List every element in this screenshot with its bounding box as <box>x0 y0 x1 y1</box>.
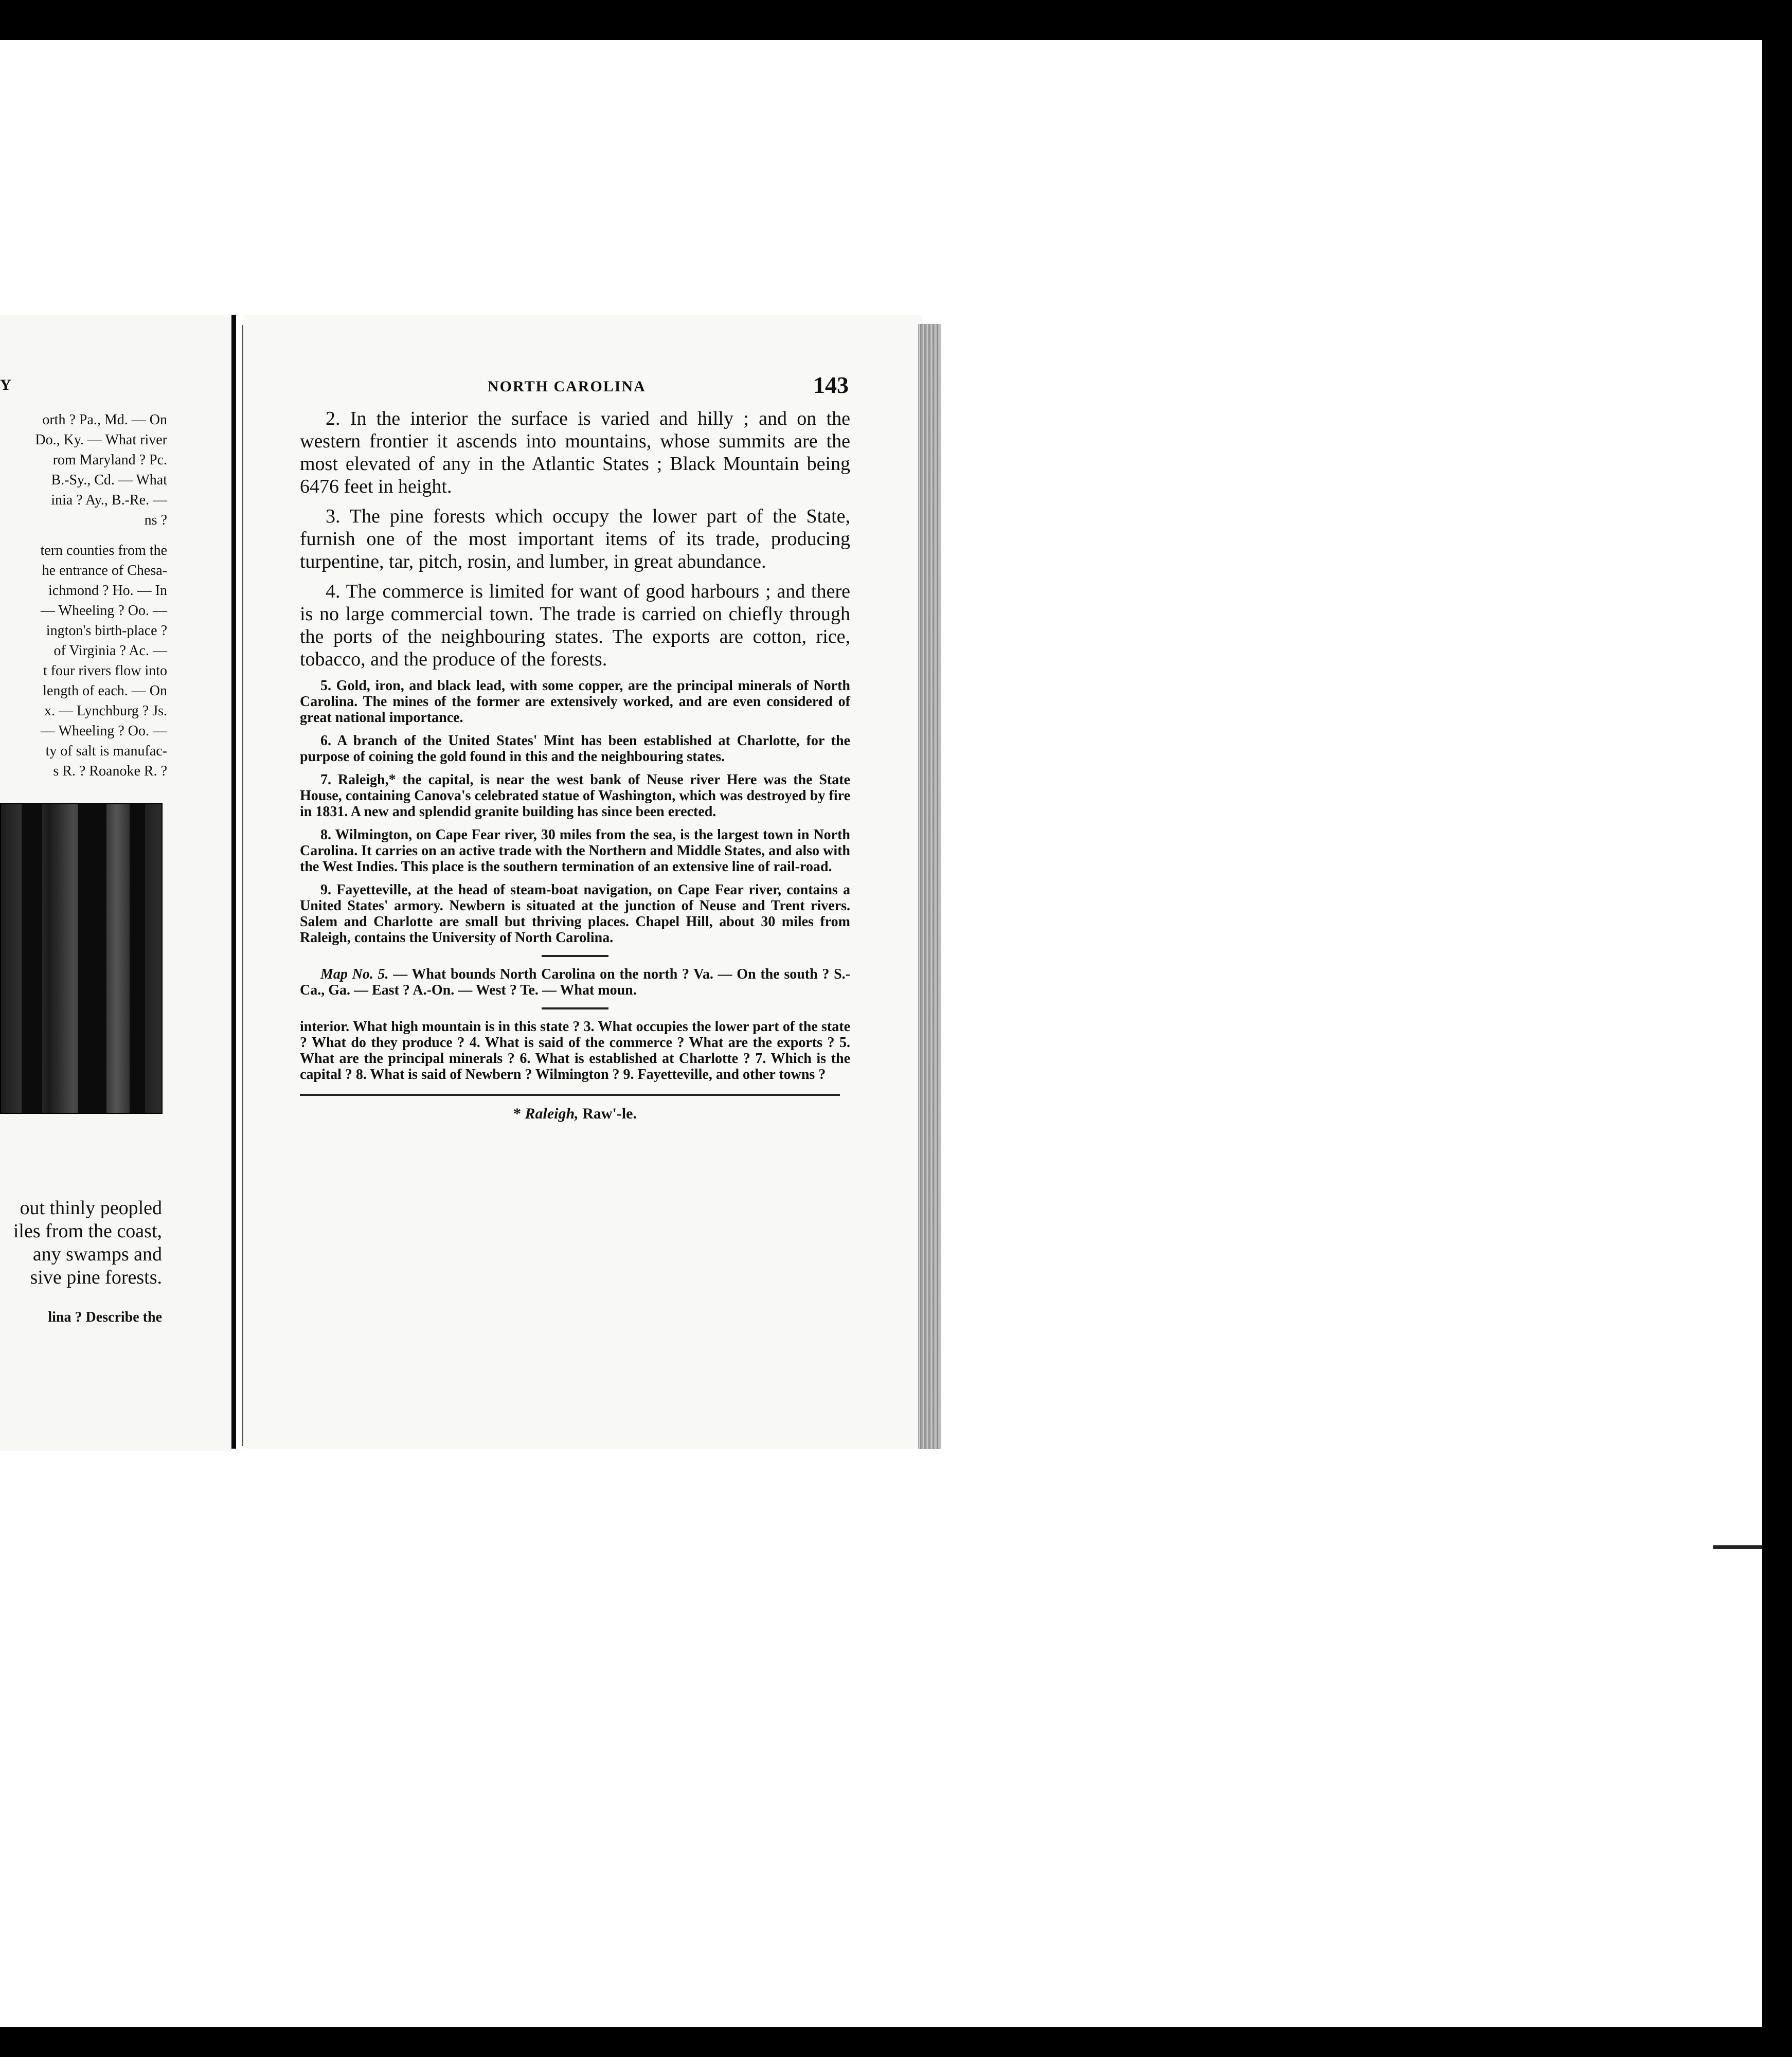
left-question-line: B.-Sy., Cd. — What <box>51 472 167 488</box>
paragraph-9: 9. Fayetteville, at the head of steam-boat navigation, on Cape Fear river, contains a United States' armory. Newbern is situated at the junction of Neuse and Trent rivers. Salem and Charlotte are small but thriving places. Chapel Hill, about 30 miles from Raleigh, contains the University of North Carolina. <box>300 882 850 946</box>
left-question-line: ty of salt is manufac- <box>45 743 167 759</box>
scan-border-bottom <box>0 2027 1792 2057</box>
left-question-line: ington's birth-place ? <box>46 623 167 639</box>
page-number: 143 <box>813 372 849 398</box>
map-question-label: Map No. 5. <box>320 966 389 982</box>
page-body <box>300 407 850 1123</box>
left-text-line: sive pine forests. <box>30 1267 162 1288</box>
gutter-line <box>242 325 243 1446</box>
section-divider <box>542 955 608 957</box>
left-question-line: s R. ? Roanoke R. ? <box>53 763 167 779</box>
paragraph-8: 8. Wilmington, on Cape Fear river, 30 miles from the sea, is the largest town in North Carolina. It carries on an active trade with the Northern and Middle States, and also with the West Indies. This place is the southern termination of an extensive line of rail-road. <box>300 827 850 875</box>
review-questions: interior. What high mountain is in this state ? 3. What occupies the lower part of the state ? What do they produce ? 4. What is said of the commerce ? What are the exports ? 5. What are the principal minerals ? 6. What is established at Charlotte ? 7. Which is the capital ? 8. What is said of Newbern ? Wilmington ? 9. Fayetteville, and other towns ? <box>300 1019 850 1082</box>
left-question-line: ns ? <box>144 512 167 528</box>
left-question-line: lina ? Describe the <box>48 1309 162 1325</box>
forest-engraving-image <box>0 803 163 1114</box>
scan-artifact-mark <box>1713 1545 1762 1549</box>
left-question-line: orth ? Pa., Md. — On <box>42 412 167 428</box>
left-question-line: length of each. — On <box>43 683 167 699</box>
footnote-term: Raleigh, <box>525 1105 579 1122</box>
left-question-line: Do., Ky. — What river <box>35 432 167 448</box>
page-stack-edge <box>918 324 941 1449</box>
paragraph-4: 4. The commerce is limited for want of good harbours ; and there is no large commercial town. The trade is carried on chiefly through the ports of the neighbouring states. The exports are cotton, rice, tobacco, and the produce of the forests. <box>300 581 850 670</box>
left-question-line: — Wheeling ? Oo. — <box>41 603 167 619</box>
map-question-text: — What bounds North Carolina on the north ? Va. — On the south ? S.-Ca., Ga. — East ? A.-On. — West ? Te. — What moun. <box>300 966 850 998</box>
left-page <box>0 315 231 1451</box>
right-page <box>243 315 922 1449</box>
map-question <box>300 966 850 998</box>
tree-trunk <box>22 804 42 1113</box>
paragraph-7: 7. Raleigh,* the capital, is near the west bank of Neuse river Here was the State House, containing Canova's celebrated statue of Washington, which was destroyed by fire in 1831. A new and splendid granite building has since been erected. <box>300 772 850 820</box>
paragraph-2: 2. In the interior the surface is varied and hilly ; and on the western frontier it ascends into mountains, whose summits are the most elevated of any in the Atlantic States ; Black Mountain being 6476 feet in height. <box>300 408 850 497</box>
scan-border-right <box>1762 0 1792 2057</box>
paragraph-6: 6. A branch of the United States' Mint has been established at Charlotte, for the purpose of coining the gold found in this and the neighbouring states. <box>300 733 850 765</box>
left-running-head-fragment: Y <box>0 376 11 393</box>
running-head: NORTH CAROLINA <box>488 378 646 395</box>
left-question-line: inia ? Ay., B.-Re. — <box>51 492 167 508</box>
left-question-line: of Virginia ? Ac. — <box>53 643 167 659</box>
left-question-line: rom Maryland ? Pc. <box>52 452 167 468</box>
left-question-line: tern counties from the <box>40 543 167 558</box>
footnote-rule <box>300 1094 840 1096</box>
section-divider <box>542 1007 608 1009</box>
left-text-line: out thinly peopled <box>20 1197 162 1219</box>
tree-trunk <box>130 804 145 1113</box>
left-question-column <box>0 410 167 781</box>
left-question-line: x. — Lynchburg ? Js. <box>44 703 167 719</box>
paragraph-3: 3. The pine forests which occupy the lower part of the State, furnish one of the most important items of its trade, producing turpentine, tar, pitch, rosin, and lumber, in great abundance. <box>300 506 850 572</box>
left-text-line: iles from the coast, <box>13 1220 162 1242</box>
left-question-line: — Wheeling ? Oo. — <box>41 723 167 739</box>
tree-trunk <box>78 804 106 1113</box>
paragraph-5: 5. Gold, iron, and black lead, with some copper, are the principal minerals of North Carolina. The mines of the former are extensively worked, and are even considered of great national importance. <box>300 678 850 726</box>
left-question-line: t four rivers flow into <box>43 663 167 679</box>
scan-border-top <box>0 0 1792 40</box>
left-text-line: any swamps and <box>32 1243 162 1265</box>
footnote: * Raleigh, Raw'-le. <box>513 1105 637 1122</box>
open-book <box>0 315 952 1454</box>
left-lower-text <box>0 1197 162 1329</box>
left-question-line: ichmond ? Ho. — In <box>48 583 167 599</box>
footnote-pronunciation: Raw'-le. <box>582 1105 637 1122</box>
left-question-line: he entrance of Chesa- <box>42 563 167 579</box>
book-spine <box>231 315 236 1449</box>
